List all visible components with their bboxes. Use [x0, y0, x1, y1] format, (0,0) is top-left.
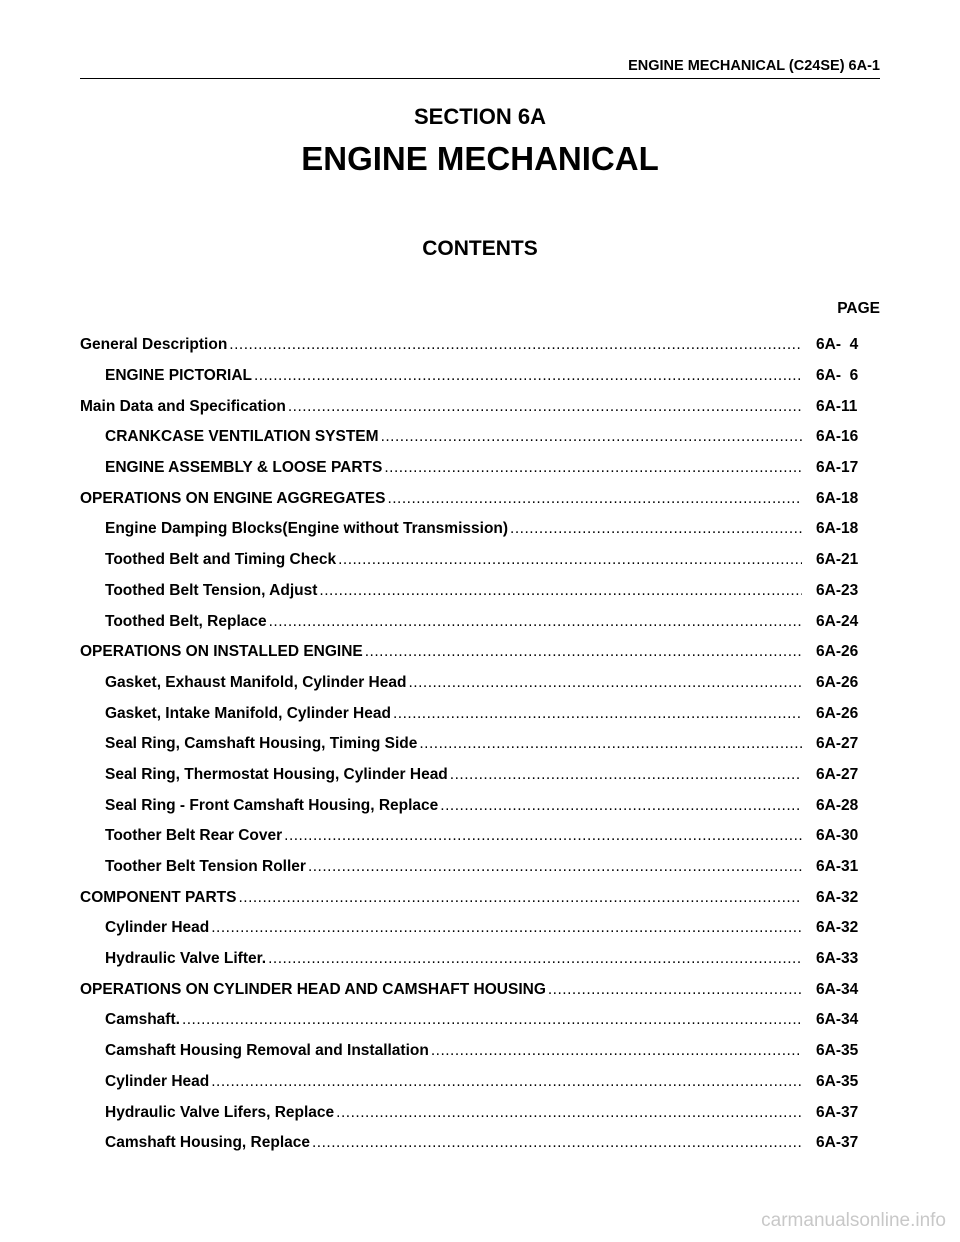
toc-entry[interactable]: [80, 361, 880, 392]
toc-entry-title: ENGINE PICTORIAL: [105, 367, 252, 385]
toc-entry[interactable]: [80, 852, 880, 883]
toc-entry[interactable]: [80, 698, 880, 729]
toc-entry-title: Camshaft Housing Removal and Installation: [105, 1042, 429, 1060]
toc-entry[interactable]: [80, 1097, 880, 1128]
toc-entry[interactable]: [80, 422, 880, 453]
toc-entry-page: 6A-26: [816, 673, 859, 691]
toc-dot-leader: [387, 490, 802, 508]
toc-entry[interactable]: [80, 1067, 880, 1098]
toc-dot-leader: [431, 1042, 802, 1060]
toc-dot-leader: [312, 1134, 802, 1152]
toc-dot-leader: [238, 889, 802, 907]
toc-entry-page: 6A-27: [816, 765, 859, 783]
toc-dot-leader: [384, 459, 802, 477]
toc-entry[interactable]: [80, 1036, 880, 1067]
toc-dot-leader: [381, 428, 802, 446]
toc-entry-title: Seal Ring, Thermostat Housing, Cylinder Head: [105, 765, 448, 783]
toc-entry[interactable]: [80, 330, 880, 361]
toc-entry-title: Toother Belt Tension Roller: [105, 858, 306, 876]
toc-entry-title: General Description: [80, 336, 228, 354]
toc-entry[interactable]: [80, 514, 880, 545]
toc-entry-page: 6A-26: [816, 643, 859, 661]
toc-dot-leader: [440, 797, 802, 815]
page-column-label: PAGE: [837, 300, 880, 317]
toc-entry-page: 6A-34: [816, 1011, 859, 1029]
toc-entry-page: 6A-35: [816, 1072, 859, 1090]
toc-dot-leader: [182, 1011, 802, 1029]
toc-dot-leader: [269, 613, 802, 631]
toc-entry[interactable]: [80, 882, 880, 913]
toc-entry-page: 6A-17: [816, 459, 859, 477]
toc-dot-leader: [365, 643, 802, 661]
contents-heading: CONTENTS: [422, 237, 538, 260]
toc-entry-page: 6A-37: [816, 1134, 859, 1152]
toc-entry-page: 6A-18: [816, 489, 859, 507]
toc-entry-title: Cylinder Head: [105, 1072, 210, 1090]
toc-entry-page: 6A-34: [816, 980, 859, 998]
toc-dot-leader: [336, 1104, 802, 1122]
toc-entry-title: Cylinder Head: [105, 919, 210, 937]
toc-entry-title: Main Data and Specification: [80, 397, 286, 415]
toc-entry[interactable]: [80, 483, 880, 514]
toc-entry-page: 6A-37: [816, 1103, 859, 1121]
toc-dot-leader: [211, 1073, 802, 1091]
toc-dot-leader: [338, 551, 802, 569]
toc-entry[interactable]: [80, 391, 880, 422]
toc-entry-title: OPERATIONS ON ENGINE AGGREGATES: [80, 489, 386, 507]
toc-entry-page: 6A-28: [816, 796, 859, 814]
toc-entry[interactable]: [80, 729, 880, 760]
toc-entry[interactable]: [80, 913, 880, 944]
toc-dot-leader: [548, 981, 802, 999]
toc-entry-title: Camshaft.: [105, 1011, 180, 1029]
toc-entry-title: Toothed Belt, Replace: [105, 612, 267, 630]
toc-entry-page: 6A-11: [816, 397, 858, 415]
page-title: ENGINE MECHANICAL: [301, 140, 659, 177]
toc-dot-leader: [319, 582, 802, 600]
toc-entry-page: 6A-23: [816, 581, 859, 599]
toc-entry[interactable]: [80, 760, 880, 791]
toc-entry[interactable]: [80, 1005, 880, 1036]
toc-entry-page: 6A-31: [816, 858, 859, 876]
toc-dot-leader: [308, 858, 802, 876]
toc-entry-page: 6A-16: [816, 428, 859, 446]
toc-entry[interactable]: [80, 944, 880, 975]
toc-dot-leader: [419, 735, 802, 753]
toc-entry-title: CRANKCASE VENTILATION SYSTEM: [105, 428, 379, 446]
toc-entry[interactable]: [80, 637, 880, 668]
toc-entry-page: 6A-33: [816, 950, 859, 968]
toc-entry[interactable]: [80, 1128, 880, 1159]
toc-entry-page: 6A- 6: [816, 367, 859, 385]
toc-entry-page: 6A-35: [816, 1042, 859, 1060]
toc-entry-page: 6A-24: [816, 612, 859, 630]
section-number: SECTION 6A: [413, 104, 547, 129]
toc-entry-page: 6A-30: [816, 827, 859, 845]
toc-entry[interactable]: [80, 606, 880, 637]
toc-entry-title: OPERATIONS ON INSTALLED ENGINE: [80, 643, 363, 661]
toc-dot-leader: [229, 336, 802, 354]
toc-entry-page: 6A- 4: [816, 336, 859, 354]
toc-entry-title: Toother Belt Rear Cover: [105, 827, 283, 845]
toc-dot-leader: [268, 950, 802, 968]
toc-entry[interactable]: [80, 790, 880, 821]
toc-dot-leader: [393, 705, 802, 723]
toc-dot-leader: [254, 367, 802, 385]
toc-entry-title: Hydraulic Valve Lifers, Replace: [105, 1103, 335, 1121]
toc-entry-title: Camshaft Housing, Replace: [105, 1134, 310, 1152]
toc-entry-title: Gasket, Intake Manifold, Cylinder Head: [105, 704, 391, 722]
toc-entry-page: 6A-18: [816, 520, 859, 538]
toc-entry-page: 6A-32: [816, 919, 859, 937]
toc-dot-leader: [284, 827, 802, 845]
toc-entry[interactable]: [80, 545, 880, 576]
toc-entry-page: 6A-26: [816, 704, 859, 722]
toc-entry-title: Hydraulic Valve Lifter.: [105, 950, 267, 968]
toc-entry-title: Toothed Belt Tension, Adjust: [105, 581, 318, 599]
toc-entry-title: Engine Damping Blocks(Engine without Transmission): [105, 520, 509, 538]
toc-dot-leader: [288, 398, 802, 416]
toc-entry-title: Gasket, Exhaust Manifold, Cylinder Head: [105, 673, 407, 691]
toc-dot-leader: [450, 766, 802, 784]
toc-entry-title: Toothed Belt and Timing Check: [105, 551, 337, 569]
toc-entry[interactable]: [80, 453, 880, 484]
toc-entry-page: 6A-27: [816, 735, 859, 753]
toc-entry-title: ENGINE ASSEMBLY & LOOSE PARTS: [105, 459, 383, 477]
toc-entry-title: Seal Ring - Front Camshaft Housing, Replace: [105, 796, 439, 814]
toc-entry[interactable]: [80, 974, 880, 1005]
toc-entry[interactable]: [80, 821, 880, 852]
toc-entry[interactable]: [80, 668, 880, 699]
toc-dot-leader: [408, 674, 802, 692]
table-of-contents: [80, 330, 880, 1159]
toc-entry-title: OPERATIONS ON CYLINDER HEAD AND CAMSHAFT HOUSING: [80, 980, 546, 998]
toc-entry-title: Seal Ring, Camshaft Housing, Timing Side: [105, 735, 418, 753]
toc-entry-page: 6A-32: [816, 888, 859, 906]
watermark: carmanualsonline.info: [761, 1210, 946, 1231]
toc-entry-page: 6A-21: [816, 551, 859, 569]
toc-entry[interactable]: [80, 576, 880, 607]
toc-dot-leader: [510, 520, 802, 538]
toc-entry-title: COMPONENT PARTS: [80, 888, 237, 906]
toc-dot-leader: [211, 919, 802, 937]
running-header: ENGINE MECHANICAL (C24SE) 6A-1: [80, 58, 880, 79]
